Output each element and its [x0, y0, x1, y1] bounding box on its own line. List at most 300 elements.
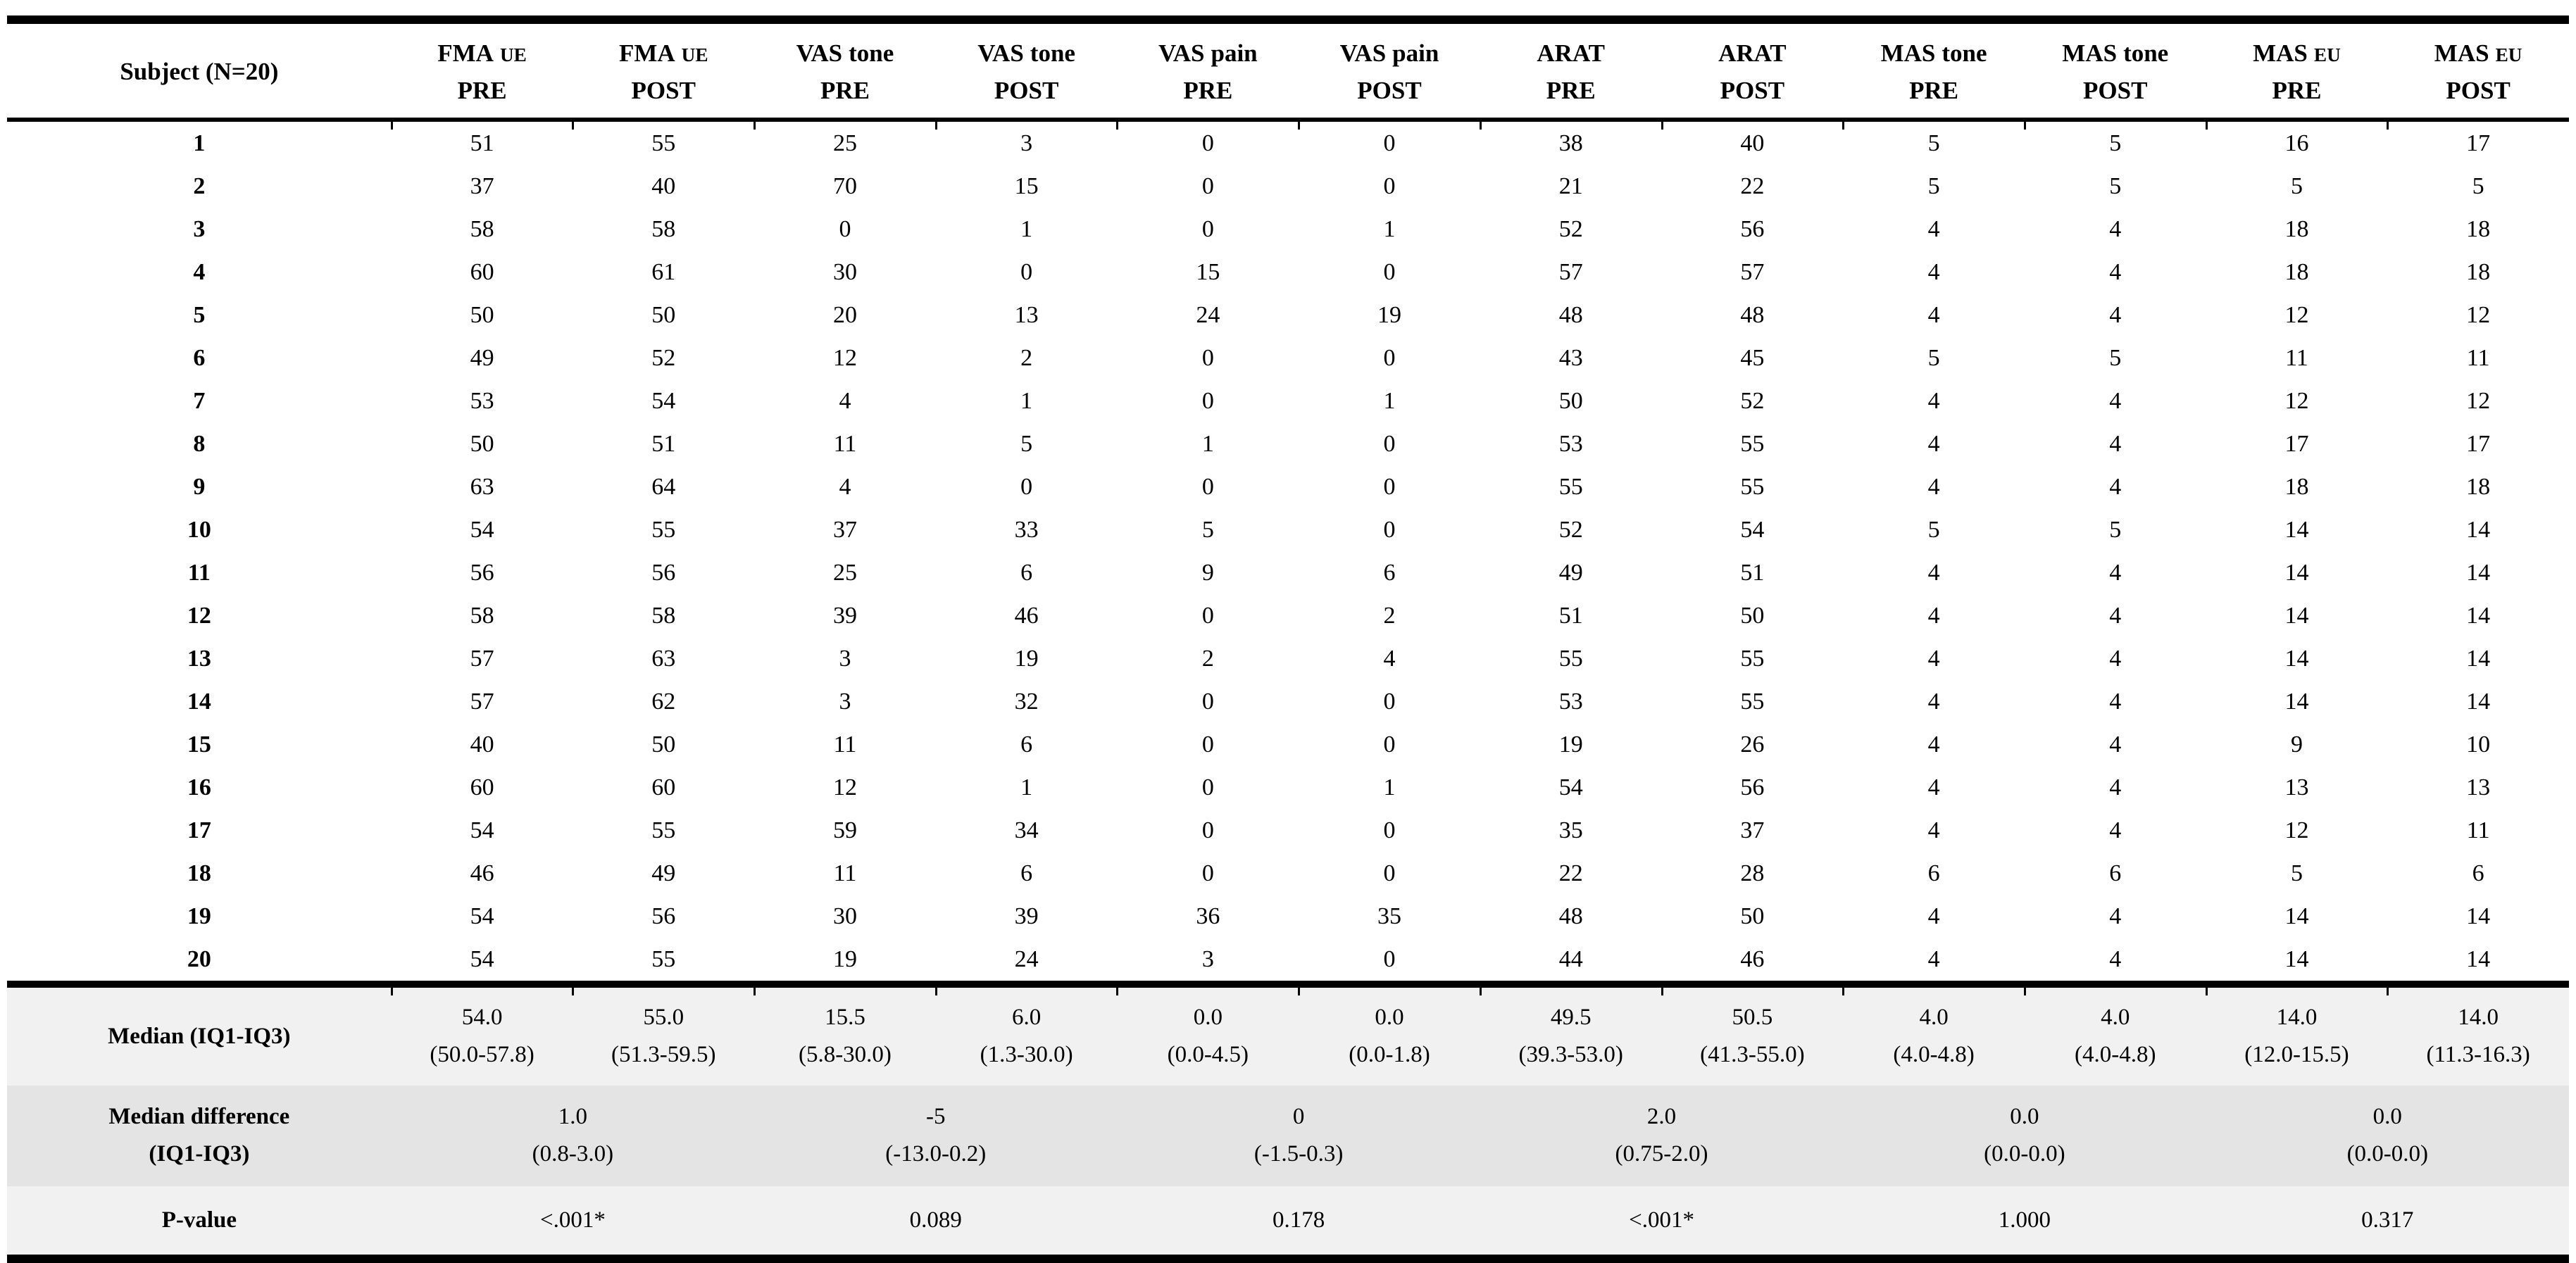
- pvalue-label: P-value: [7, 1186, 392, 1259]
- table-row: [7, 938, 2569, 984]
- value-cell: 70: [832, 172, 857, 199]
- value-cell: 9: [1201, 559, 1214, 586]
- column-title: FMA UE: [618, 39, 708, 67]
- value-cell: 22: [1740, 172, 1765, 199]
- value-cell: 30: [832, 258, 857, 285]
- value-cell: 52: [1558, 516, 1583, 543]
- value-cell: 46: [470, 860, 494, 886]
- median-cell: [2206, 984, 2388, 1086]
- value-cell: 54: [1740, 516, 1765, 543]
- value-cell: 5: [2109, 344, 2122, 371]
- value-cell: 52: [1740, 387, 1765, 414]
- value-cell: 53: [470, 387, 494, 414]
- value-cell: 4: [1927, 258, 1940, 285]
- value-cell: 18: [2284, 215, 2309, 242]
- value-cell: 52: [651, 344, 676, 371]
- column-header-arat-pre: [1480, 20, 1662, 120]
- value-cell: 5: [1927, 516, 1940, 543]
- value-cell: 0: [1383, 344, 1396, 371]
- value-cell: 11: [833, 731, 857, 758]
- column-header-mas-eu-post: [2387, 20, 2569, 120]
- column-title: MAS tone: [1880, 39, 1987, 67]
- column-phase: PRE: [1909, 76, 1959, 104]
- column-header-vas-tone-post: [936, 20, 1118, 120]
- subject-cell: 16: [187, 774, 211, 800]
- median-iqr: (50.0-57.8): [430, 1042, 534, 1068]
- median-value: 6.0: [1012, 1005, 1042, 1030]
- median-iqr: (39.3-53.0): [1518, 1042, 1623, 1068]
- value-cell: 4: [839, 473, 851, 500]
- value-cell: 1: [1383, 215, 1396, 242]
- value-cell: 54: [651, 387, 676, 414]
- value-cell: 1: [1020, 387, 1033, 414]
- value-cell: 5: [2290, 172, 2303, 199]
- value-cell: 0: [1383, 258, 1396, 285]
- value-cell: 6: [1020, 860, 1033, 886]
- value-cell: 14: [2284, 516, 2309, 543]
- difference-iqr: (-13.0-0.2): [885, 1141, 987, 1167]
- value-cell: 6: [1927, 860, 1940, 886]
- value-cell: 0: [1383, 731, 1396, 758]
- value-cell: 5: [2109, 516, 2122, 543]
- value-cell: 54: [470, 817, 494, 843]
- value-cell: 25: [832, 559, 857, 586]
- value-cell: 62: [651, 688, 676, 715]
- median-difference-cell: [2206, 1086, 2569, 1186]
- value-cell: 38: [1558, 130, 1583, 156]
- value-cell: 18: [2466, 473, 2491, 500]
- label-line1: Median difference: [108, 1103, 290, 1129]
- value-cell: 18: [2466, 258, 2491, 285]
- value-cell: 40: [470, 731, 494, 758]
- value-cell: 14: [2284, 602, 2309, 629]
- value-cell: 48: [1558, 301, 1583, 328]
- value-cell: 12: [2284, 301, 2309, 328]
- subject-cell: 2: [193, 172, 206, 199]
- column-phase: POST: [631, 76, 696, 104]
- difference-value: 0.0: [2010, 1103, 2039, 1129]
- value-cell: 2: [1201, 645, 1214, 672]
- value-cell: 4: [2109, 258, 2122, 285]
- value-cell: 2: [1020, 344, 1033, 371]
- value-cell: 4: [1927, 817, 1940, 843]
- value-cell: 56: [1740, 774, 1765, 800]
- value-cell: 50: [470, 430, 494, 457]
- value-cell: 5: [1927, 172, 1940, 199]
- value-cell: 60: [470, 774, 494, 800]
- value-cell: 0: [1201, 817, 1214, 843]
- value-cell: 0: [1201, 387, 1214, 414]
- value-cell: 45: [1740, 344, 1765, 371]
- pvalue-cell: 0.089: [754, 1186, 1117, 1259]
- value-cell: 30: [832, 903, 857, 929]
- value-cell: 5: [1927, 344, 1940, 371]
- column-phase: PRE: [1546, 76, 1596, 104]
- median-iqr: (0.0-1.8): [1349, 1042, 1430, 1068]
- subject-cell: 15: [187, 731, 211, 758]
- subject-cell: 9: [193, 473, 206, 500]
- value-cell: 55: [651, 130, 676, 156]
- subject-column-header: Subject (N=20): [7, 20, 392, 120]
- median-cell: [1480, 984, 1662, 1086]
- value-cell: 34: [1014, 817, 1039, 843]
- column-phase: POST: [2083, 76, 2148, 104]
- value-cell: 5: [2109, 130, 2122, 156]
- value-cell: 5: [1020, 430, 1033, 457]
- value-cell: 4: [2109, 688, 2122, 715]
- table-header: [7, 20, 2569, 120]
- median-cell: [2387, 984, 2569, 1086]
- median-value: 15.5: [825, 1005, 865, 1030]
- value-cell: 4: [2025, 938, 2206, 984]
- value-cell: 48: [1740, 301, 1765, 328]
- table-body: [7, 120, 2569, 984]
- value-cell: 57: [1558, 258, 1583, 285]
- median-iqr: (0.0-4.5): [1167, 1042, 1249, 1068]
- column-phase: POST: [2446, 76, 2511, 104]
- value-cell: 12: [2284, 387, 2309, 414]
- value-cell: 3: [839, 645, 851, 672]
- value-cell: 4: [2109, 387, 2122, 414]
- table-row: [7, 337, 2569, 379]
- median-row-label: Median (IQ1-IQ3): [7, 984, 392, 1086]
- column-header-arat-post: [1662, 20, 1844, 120]
- value-cell: 58: [651, 602, 676, 629]
- value-cell: 4: [2109, 774, 2122, 800]
- pvalue-cell: 1.000: [1843, 1186, 2206, 1259]
- value-cell: 26: [1740, 731, 1765, 758]
- median-value: 50.5: [1732, 1005, 1773, 1030]
- value-cell: 49: [1558, 559, 1583, 586]
- difference-value: 2.0: [1646, 1103, 1677, 1129]
- median-value: 0.0: [1193, 1005, 1223, 1030]
- column-title: VAS pain: [1339, 39, 1439, 67]
- value-cell: 28: [1740, 860, 1765, 886]
- value-cell: 0: [1020, 473, 1033, 500]
- value-cell: 50: [1740, 602, 1765, 629]
- value-cell: 56: [470, 559, 494, 586]
- value-cell: 6: [1020, 731, 1033, 758]
- median-row: [7, 984, 2569, 1086]
- value-cell: 54: [470, 903, 494, 929]
- value-cell: 4: [1927, 559, 1940, 586]
- value-cell: 4: [1927, 903, 1940, 929]
- median-cell: [1299, 984, 1480, 1086]
- value-cell: 13: [2466, 774, 2491, 800]
- value-cell: 15: [1196, 258, 1220, 285]
- median-cell: [936, 984, 1118, 1086]
- subject-cell: 14: [187, 688, 211, 715]
- median-iqr: (1.3-30.0): [980, 1042, 1073, 1068]
- value-cell: 4: [2109, 903, 2122, 929]
- value-cell: 51: [1558, 602, 1583, 629]
- value-cell: 4: [839, 387, 851, 414]
- results-table: [7, 15, 2569, 1263]
- subject-cell: 6: [193, 344, 206, 371]
- median-value: 14.0: [2458, 1005, 2499, 1030]
- pvalue-cell: 0.178: [1117, 1186, 1480, 1259]
- value-cell: 11: [833, 430, 857, 457]
- value-cell: 56: [651, 903, 676, 929]
- column-phase: PRE: [2272, 76, 2322, 104]
- table-row: [7, 680, 2569, 723]
- value-cell: 0: [1201, 130, 1214, 156]
- column-phase: POST: [994, 76, 1059, 104]
- value-cell: 55: [1740, 688, 1765, 715]
- table-row: [7, 165, 2569, 208]
- value-cell: 14: [2466, 645, 2491, 672]
- value-cell: 12: [2466, 301, 2491, 328]
- median-iqr: (12.0-15.5): [2244, 1042, 2349, 1068]
- column-phase: POST: [1720, 76, 1785, 104]
- difference-iqr: (0.0-0.0): [1984, 1141, 2065, 1167]
- value-cell: 4: [2109, 602, 2122, 629]
- value-cell: 33: [1014, 516, 1039, 543]
- value-cell: 14: [2206, 938, 2388, 984]
- label-line2: (IQ1-IQ3): [149, 1141, 250, 1167]
- value-cell: 5: [2109, 172, 2122, 199]
- median-cell: [2025, 984, 2206, 1086]
- value-cell: 0: [1299, 938, 1480, 984]
- value-cell: 37: [470, 172, 494, 199]
- subject-cell: 3: [193, 215, 206, 242]
- value-cell: 40: [651, 172, 676, 199]
- median-difference-row: [7, 1086, 2569, 1186]
- value-cell: 0: [1201, 731, 1214, 758]
- value-cell: 11: [2466, 344, 2490, 371]
- pvalue-row: [7, 1186, 2569, 1259]
- value-cell: 55: [651, 516, 676, 543]
- value-cell: 4: [2109, 430, 2122, 457]
- value-cell: 5: [1927, 130, 1940, 156]
- column-phase: POST: [1357, 76, 1422, 104]
- column-title: VAS tone: [977, 39, 1075, 67]
- table-row: [7, 637, 2569, 680]
- value-cell: 4: [1927, 774, 1940, 800]
- median-cell: [573, 984, 754, 1086]
- value-cell: 4: [1927, 387, 1940, 414]
- value-cell: 0: [1201, 774, 1214, 800]
- value-cell: 53: [1558, 688, 1583, 715]
- value-cell: 44: [1480, 938, 1662, 984]
- value-cell: 16: [2284, 130, 2309, 156]
- median-iqr: (4.0-4.8): [2075, 1042, 2156, 1068]
- value-cell: 0: [1201, 473, 1214, 500]
- subject-cell: 18: [187, 860, 211, 886]
- value-cell: 4: [2109, 559, 2122, 586]
- value-cell: 1: [1201, 430, 1214, 457]
- column-header-mas-tone-post: [2025, 20, 2206, 120]
- table-row: [7, 766, 2569, 809]
- median-value: 14.0: [2276, 1005, 2318, 1030]
- value-cell: 58: [651, 215, 676, 242]
- value-cell: 36: [1196, 903, 1220, 929]
- value-cell: 55: [1558, 473, 1583, 500]
- value-cell: 1: [1383, 774, 1396, 800]
- value-cell: 14: [2387, 938, 2569, 984]
- subject-cell: 8: [193, 430, 206, 457]
- column-title: VAS pain: [1158, 39, 1258, 67]
- value-cell: 51: [1740, 559, 1765, 586]
- value-cell: 48: [1558, 903, 1583, 929]
- value-cell: 56: [651, 559, 676, 586]
- value-cell: 4: [1927, 473, 1940, 500]
- median-iqr: (5.8-30.0): [798, 1042, 892, 1068]
- column-title: FMA UE: [437, 39, 527, 67]
- value-cell: 15: [1014, 172, 1039, 199]
- value-cell: 6: [1383, 559, 1396, 586]
- value-cell: 0: [1383, 516, 1396, 543]
- column-header-vas-pain-pre: [1117, 20, 1299, 120]
- median-cell: [1117, 984, 1299, 1086]
- value-cell: 0: [1201, 172, 1214, 199]
- value-cell: 4: [1927, 688, 1940, 715]
- pvalue-cell: <.001*: [1480, 1186, 1843, 1259]
- column-header-vas-pain-post: [1299, 20, 1480, 120]
- table-row: [7, 852, 2569, 895]
- value-cell: 58: [470, 602, 494, 629]
- value-cell: 22: [1558, 860, 1583, 886]
- value-cell: 39: [832, 602, 857, 629]
- value-cell: 60: [651, 774, 676, 800]
- value-cell: 52: [1558, 215, 1583, 242]
- difference-iqr: (0.75-2.0): [1615, 1141, 1708, 1167]
- median-cell: [754, 984, 936, 1086]
- column-phase: PRE: [820, 76, 870, 104]
- value-cell: 40: [1740, 130, 1765, 156]
- value-cell: 14: [2466, 559, 2491, 586]
- pvalue-cell: 0.317: [2206, 1186, 2569, 1259]
- value-cell: 55: [573, 938, 754, 984]
- value-cell: 56: [1740, 215, 1765, 242]
- value-cell: 35: [1558, 817, 1583, 843]
- subject-cell: 19: [187, 903, 211, 929]
- subject-cell: 4: [193, 258, 206, 285]
- table-row: [7, 120, 2569, 165]
- column-header-fma-ue-pre: [392, 20, 573, 120]
- value-cell: 12: [2466, 387, 2491, 414]
- value-cell: 35: [1377, 903, 1401, 929]
- value-cell: 50: [1740, 903, 1765, 929]
- value-cell: 4: [2109, 817, 2122, 843]
- header-row: [7, 20, 2569, 120]
- table-row: [7, 294, 2569, 337]
- table-row: [7, 379, 2569, 422]
- value-cell: 0: [1383, 860, 1396, 886]
- subject-cell: 17: [187, 817, 211, 843]
- subject-cell: 7: [193, 387, 206, 414]
- difference-value: 0.0: [2372, 1103, 2402, 1129]
- value-cell: 11: [2466, 817, 2490, 843]
- value-cell: 12: [832, 344, 857, 371]
- table-row: [7, 465, 2569, 508]
- value-cell: 18: [2284, 258, 2309, 285]
- table-row: [7, 251, 2569, 294]
- value-cell: 0: [1201, 344, 1214, 371]
- median-value: 55.0: [643, 1005, 684, 1030]
- value-cell: 14: [2466, 602, 2491, 629]
- median-value: 0.0: [1375, 1005, 1404, 1030]
- value-cell: 19: [1377, 301, 1401, 328]
- subject-cell: 10: [187, 516, 211, 543]
- value-cell: 12: [2284, 817, 2309, 843]
- value-cell: 55: [651, 817, 676, 843]
- value-cell: 4: [1927, 430, 1940, 457]
- value-cell: 11: [2285, 344, 2308, 371]
- median-difference-cell: [1117, 1086, 1480, 1186]
- value-cell: 19: [754, 938, 936, 984]
- value-cell: 51: [470, 130, 494, 156]
- column-header-fma-ue-post: [573, 20, 754, 120]
- value-cell: 4: [2109, 473, 2122, 500]
- value-cell: 4: [2109, 301, 2122, 328]
- value-cell: 49: [651, 860, 676, 886]
- value-cell: 10: [2466, 731, 2491, 758]
- median-value: 4.0: [2101, 1005, 2130, 1030]
- value-cell: 50: [651, 301, 676, 328]
- pvalue-cell: <.001*: [392, 1186, 754, 1259]
- median-iqr: (41.3-55.0): [1700, 1042, 1805, 1068]
- column-phase: PRE: [1183, 76, 1233, 104]
- difference-value: 0: [1292, 1103, 1305, 1129]
- value-cell: 0: [1201, 860, 1214, 886]
- value-cell: 24: [936, 938, 1118, 984]
- median-cell: [392, 984, 573, 1086]
- value-cell: 59: [832, 817, 857, 843]
- value-cell: 1: [1020, 215, 1033, 242]
- value-cell: 50: [470, 301, 494, 328]
- value-cell: 50: [651, 731, 676, 758]
- value-cell: 0: [1383, 473, 1396, 500]
- value-cell: 55: [1740, 473, 1765, 500]
- value-cell: 57: [1740, 258, 1765, 285]
- value-cell: 4: [2109, 215, 2122, 242]
- value-cell: 0: [1201, 688, 1214, 715]
- value-cell: 4: [1927, 215, 1940, 242]
- column-header-vas-tone-pre: [754, 20, 936, 120]
- value-cell: 4: [2109, 645, 2122, 672]
- difference-iqr: (0.0-0.0): [2346, 1141, 2429, 1167]
- value-cell: 0: [1383, 430, 1396, 457]
- table-row: [7, 551, 2569, 594]
- difference-iqr: (-1.5-0.3): [1253, 1141, 1344, 1167]
- column-title: MAS tone: [2062, 39, 2169, 67]
- value-cell: 54: [470, 516, 494, 543]
- median-difference-label: [7, 1086, 392, 1186]
- value-cell: 64: [651, 473, 676, 500]
- value-cell: 13: [1014, 301, 1039, 328]
- value-cell: 19: [1558, 731, 1583, 758]
- value-cell: 46: [1662, 938, 1844, 984]
- subject-cell: 20: [7, 938, 392, 984]
- value-cell: 55: [1740, 430, 1765, 457]
- value-cell: 51: [651, 430, 676, 457]
- value-cell: 18: [2284, 473, 2309, 500]
- value-cell: 3: [839, 688, 851, 715]
- value-cell: 57: [470, 645, 494, 672]
- value-cell: 21: [1558, 172, 1583, 199]
- value-cell: 0: [1020, 258, 1033, 285]
- table-row: [7, 208, 2569, 251]
- value-cell: 1: [1020, 774, 1033, 800]
- value-cell: 17: [2466, 130, 2491, 156]
- value-cell: 4: [1843, 938, 2025, 984]
- value-cell: 0: [1201, 602, 1214, 629]
- value-cell: 5: [2290, 860, 2303, 886]
- table-row: [7, 723, 2569, 766]
- value-cell: 14: [2284, 645, 2309, 672]
- column-phase: PRE: [457, 76, 507, 104]
